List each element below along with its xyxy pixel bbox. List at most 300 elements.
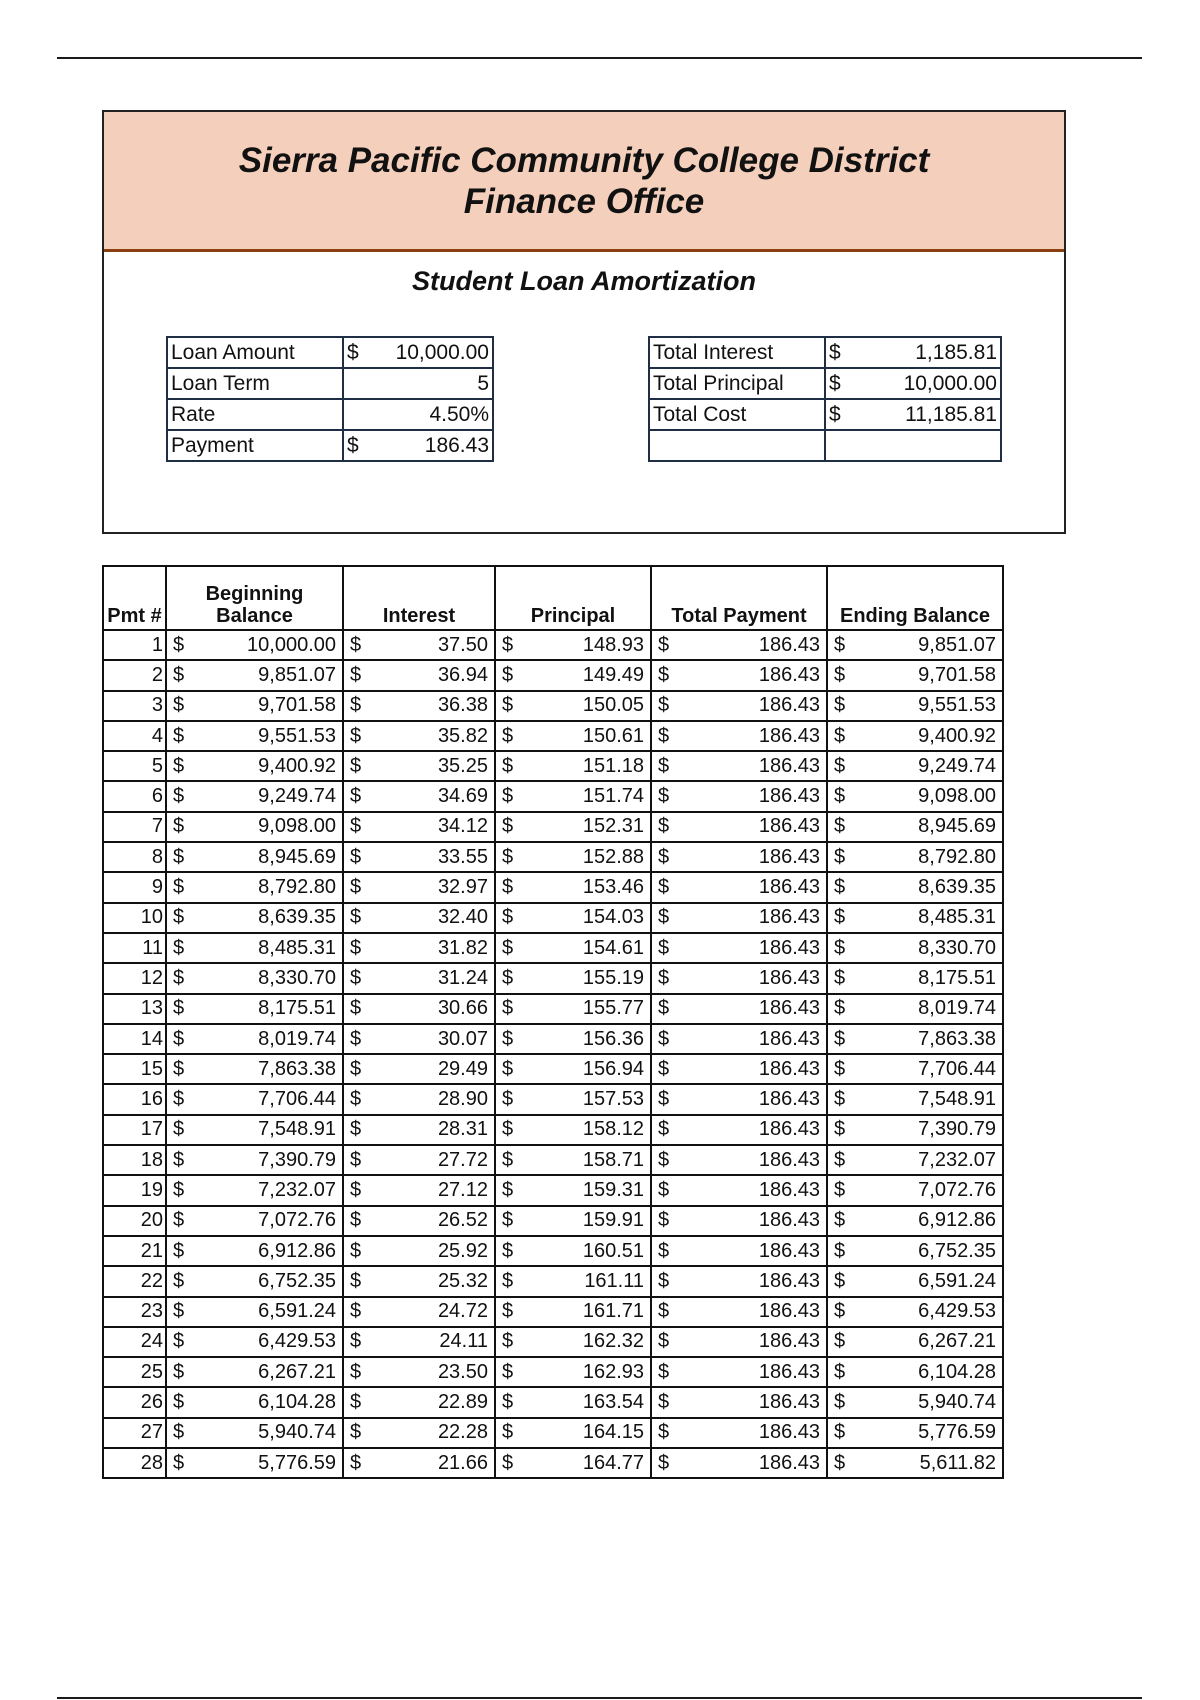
- beginning-balance-cell: [166, 751, 343, 781]
- currency-symbol: $: [173, 1391, 185, 1414]
- total-payment-value: 186.43: [758, 633, 820, 656]
- currency-symbol: $: [173, 724, 185, 747]
- currency-symbol: $: [173, 1118, 185, 1141]
- currency-symbol: $: [658, 1421, 670, 1444]
- beginning-balance-value: 6,429.53: [258, 1330, 336, 1353]
- ending-balance-value: 8,330.70: [918, 936, 996, 959]
- interest-value: 27.72: [437, 1148, 488, 1171]
- currency-symbol: $: [658, 1088, 670, 1111]
- beginning-balance-value: 7,548.91: [258, 1118, 336, 1141]
- principal-value: 150.05: [582, 694, 644, 717]
- pmt-number-cell: 25: [103, 1357, 166, 1387]
- currency-symbol: $: [834, 966, 846, 989]
- currency-symbol: $: [658, 936, 670, 959]
- total-payment-cell: [651, 903, 827, 933]
- currency-symbol: $: [658, 1330, 670, 1353]
- total-payment-cell: [651, 963, 827, 993]
- interest-value: 34.69: [437, 785, 488, 808]
- total-payment-cell: [651, 1175, 827, 1205]
- currency-symbol: $: [658, 966, 670, 989]
- total-payment-cell: [651, 660, 827, 690]
- loan-info-row: [167, 430, 493, 461]
- total-payment-value: 186.43: [758, 754, 820, 777]
- total-payment-cell: [651, 1206, 827, 1236]
- totals-value: 1,185.81: [915, 340, 997, 364]
- currency-symbol: $: [658, 1269, 670, 1292]
- interest-value: 25.32: [437, 1269, 488, 1292]
- interest-value: 28.90: [437, 1088, 488, 1111]
- ending-balance-value: 9,400.92: [918, 724, 996, 747]
- beginning-balance-cell: [166, 1145, 343, 1175]
- currency-symbol: $: [173, 1239, 185, 1262]
- total-payment-value: 186.43: [758, 1239, 820, 1262]
- table-row: [103, 751, 1003, 781]
- currency-symbol: $: [658, 1209, 670, 1232]
- currency-symbol: $: [350, 1118, 362, 1141]
- currency-symbol: $: [834, 724, 846, 747]
- beginning-balance-value: 7,863.38: [258, 1057, 336, 1080]
- currency-symbol: $: [502, 1391, 514, 1414]
- currency-symbol: $: [658, 663, 670, 686]
- totals-value: 11,185.81: [905, 402, 997, 426]
- table-row: [103, 872, 1003, 902]
- beginning-balance-cell: [166, 1387, 343, 1417]
- currency-symbol: $: [350, 1088, 362, 1111]
- currency-symbol: $: [173, 1269, 185, 1292]
- ending-balance-cell: [827, 1297, 1003, 1327]
- interest-cell: [343, 963, 495, 993]
- principal-value: 151.74: [582, 785, 644, 808]
- totals-label: Total Cost: [649, 399, 825, 430]
- beginning-balance-value: 6,912.86: [258, 1239, 336, 1262]
- beginning-balance-cell: [166, 1024, 343, 1054]
- currency-symbol: $: [834, 997, 846, 1020]
- principal-cell: [495, 721, 651, 751]
- beginning-balance-value: 7,232.07: [258, 1178, 336, 1201]
- beginning-balance-cell: [166, 994, 343, 1024]
- ending-balance-cell: [827, 963, 1003, 993]
- ending-balance-value: 9,551.53: [918, 694, 996, 717]
- principal-cell: [495, 1175, 651, 1205]
- interest-cell: [343, 933, 495, 963]
- currency-symbol: $: [173, 1300, 185, 1323]
- currency-symbol: $: [173, 694, 185, 717]
- ending-balance-cell: [827, 721, 1003, 751]
- col-header-interest: Interest: [343, 566, 495, 630]
- principal-cell: [495, 872, 651, 902]
- pmt-number-cell: 1: [103, 630, 166, 660]
- currency-symbol: $: [658, 1239, 670, 1262]
- currency-symbol: $: [834, 1391, 846, 1414]
- ending-balance-value: 8,945.69: [918, 815, 996, 838]
- beginning-balance-value: 5,940.74: [258, 1421, 336, 1444]
- pmt-number-cell: 26: [103, 1387, 166, 1417]
- table-row: [103, 1236, 1003, 1266]
- ending-balance-value: 6,104.28: [918, 1360, 996, 1383]
- total-payment-value: 186.43: [758, 966, 820, 989]
- currency-symbol: $: [350, 1360, 362, 1383]
- interest-cell: [343, 812, 495, 842]
- currency-symbol: $: [350, 1391, 362, 1414]
- total-payment-cell: [651, 933, 827, 963]
- beginning-balance-value: 8,019.74: [258, 1027, 336, 1050]
- beginning-balance-cell: [166, 1054, 343, 1084]
- loan-info-value: 10,000.00: [395, 340, 489, 364]
- currency-symbol: $: [350, 1027, 362, 1050]
- total-payment-value: 186.43: [758, 997, 820, 1020]
- currency-symbol: $: [834, 1178, 846, 1201]
- total-payment-value: 186.43: [758, 876, 820, 899]
- currency-symbol: $: [173, 936, 185, 959]
- interest-cell: [343, 1327, 495, 1357]
- currency-symbol: $: [350, 845, 362, 868]
- ending-balance-value: 8,639.35: [918, 876, 996, 899]
- currency-symbol: $: [502, 1300, 514, 1323]
- ending-balance-cell: [827, 1024, 1003, 1054]
- header-box: [102, 110, 1066, 534]
- ending-balance-value: 8,485.31: [918, 906, 996, 929]
- ending-balance-value: 5,611.82: [919, 1451, 996, 1474]
- beginning-balance-value: 6,104.28: [258, 1391, 336, 1414]
- interest-cell: [343, 751, 495, 781]
- pmt-number-cell: 7: [103, 812, 166, 842]
- total-payment-cell: [651, 630, 827, 660]
- currency-symbol: $: [658, 906, 670, 929]
- currency-symbol: $: [834, 694, 846, 717]
- pmt-number-cell: 23: [103, 1297, 166, 1327]
- currency-symbol: $: [173, 754, 185, 777]
- beginning-balance-value: 8,175.51: [258, 997, 336, 1020]
- currency-symbol: $: [502, 906, 514, 929]
- beginning-balance-value: 8,945.69: [258, 845, 336, 868]
- currency-symbol: $: [173, 966, 185, 989]
- table-row: [103, 1327, 1003, 1357]
- interest-cell: [343, 842, 495, 872]
- ending-balance-value: 9,851.07: [918, 633, 996, 656]
- currency-symbol: $: [350, 724, 362, 747]
- ending-balance-cell: [827, 691, 1003, 721]
- principal-value: 154.61: [582, 936, 644, 959]
- principal-value: 160.51: [582, 1239, 644, 1262]
- principal-value: 161.11: [584, 1269, 644, 1292]
- header-row: [103, 566, 1003, 630]
- interest-value: 22.28: [437, 1421, 488, 1444]
- principal-value: 158.71: [582, 1148, 644, 1171]
- beginning-balance-cell: [166, 872, 343, 902]
- total-payment-value: 186.43: [758, 906, 820, 929]
- interest-cell: [343, 994, 495, 1024]
- principal-cell: [495, 1084, 651, 1114]
- pmt-number-cell: 19: [103, 1175, 166, 1205]
- ending-balance-cell: [827, 1115, 1003, 1145]
- totals-value-cell: [825, 399, 1001, 430]
- loan-info-value: 5: [477, 371, 489, 395]
- beginning-balance-cell: [166, 721, 343, 751]
- total-payment-value: 186.43: [758, 1178, 820, 1201]
- currency-symbol: $: [834, 1239, 846, 1262]
- interest-cell: [343, 1387, 495, 1417]
- table-row: [103, 660, 1003, 690]
- principal-cell: [495, 630, 651, 660]
- currency-symbol: $: [350, 1148, 362, 1171]
- currency-symbol: $: [350, 876, 362, 899]
- beginning-balance-cell: [166, 691, 343, 721]
- currency-symbol: $: [173, 1421, 185, 1444]
- table-row: [103, 933, 1003, 963]
- table-row: [103, 781, 1003, 811]
- loan-info-value-cell: [343, 337, 493, 368]
- beginning-balance-cell: [166, 1115, 343, 1145]
- currency-symbol: $: [173, 1148, 185, 1171]
- interest-value: 23.50: [437, 1360, 488, 1383]
- beginning-balance-value: 5,776.59: [258, 1451, 336, 1474]
- currency-symbol: $: [502, 785, 514, 808]
- interest-value: 32.40: [437, 906, 488, 929]
- currency-symbol: $: [502, 724, 514, 747]
- principal-value: 155.77: [582, 997, 644, 1020]
- title-line-2: Finance Office: [463, 181, 705, 221]
- interest-cell: [343, 660, 495, 690]
- pmt-number-cell: 12: [103, 963, 166, 993]
- total-payment-value: 186.43: [758, 1451, 820, 1474]
- pmt-number-cell: 21: [103, 1236, 166, 1266]
- principal-value: 162.32: [582, 1330, 644, 1353]
- total-payment-cell: [651, 1357, 827, 1387]
- currency-symbol: $: [658, 1360, 670, 1383]
- table-row: [103, 721, 1003, 751]
- interest-value: 36.94: [437, 663, 488, 686]
- principal-cell: [495, 812, 651, 842]
- table-row: [103, 842, 1003, 872]
- interest-value: 31.24: [437, 966, 488, 989]
- table-row: [103, 1266, 1003, 1296]
- currency-symbol: $: [173, 906, 185, 929]
- total-payment-cell: [651, 1266, 827, 1296]
- ending-balance-cell: [827, 1266, 1003, 1296]
- interest-value: 24.72: [437, 1300, 488, 1323]
- loan-info-row: [167, 399, 493, 430]
- currency-symbol: $: [350, 1057, 362, 1080]
- currency-symbol: $: [829, 402, 841, 426]
- interest-value: 27.12: [437, 1178, 488, 1201]
- beginning-balance-value: 8,485.31: [258, 936, 336, 959]
- loan-info-value: 4.50%: [429, 402, 489, 426]
- total-payment-cell: [651, 872, 827, 902]
- ending-balance-cell: [827, 872, 1003, 902]
- ending-balance-value: 5,776.59: [918, 1421, 996, 1444]
- total-payment-cell: [651, 1024, 827, 1054]
- ending-balance-cell: [827, 1236, 1003, 1266]
- title-line-1: Sierra Pacific Community College District: [238, 140, 930, 180]
- currency-symbol: $: [502, 1178, 514, 1201]
- ending-balance-value: 8,019.74: [918, 997, 996, 1020]
- currency-symbol: $: [350, 936, 362, 959]
- principal-value: 158.12: [582, 1118, 644, 1141]
- total-payment-value: 186.43: [758, 936, 820, 959]
- currency-symbol: $: [350, 694, 362, 717]
- currency-symbol: $: [173, 845, 185, 868]
- ending-balance-cell: [827, 660, 1003, 690]
- interest-value: 37.50: [437, 633, 488, 656]
- totals-value-cell: [825, 430, 1001, 461]
- currency-symbol: $: [834, 1360, 846, 1383]
- interest-cell: [343, 691, 495, 721]
- beginning-balance-cell: [166, 1175, 343, 1205]
- pmt-number-cell: 11: [103, 933, 166, 963]
- table-row: [103, 903, 1003, 933]
- interest-cell: [343, 1297, 495, 1327]
- beginning-balance-value: 9,098.00: [258, 815, 336, 838]
- total-payment-value: 186.43: [758, 1118, 820, 1141]
- currency-symbol: $: [502, 1330, 514, 1353]
- currency-symbol: $: [502, 936, 514, 959]
- currency-symbol: $: [658, 997, 670, 1020]
- currency-symbol: $: [834, 845, 846, 868]
- table-row: [103, 1387, 1003, 1417]
- ending-balance-cell: [827, 781, 1003, 811]
- interest-cell: [343, 1266, 495, 1296]
- pmt-number-cell: 3: [103, 691, 166, 721]
- interest-cell: [343, 1024, 495, 1054]
- currency-symbol: $: [502, 1421, 514, 1444]
- currency-symbol: $: [173, 785, 185, 808]
- total-payment-value: 186.43: [758, 694, 820, 717]
- ending-balance-cell: [827, 1145, 1003, 1175]
- loan-info-label: Loan Amount: [167, 337, 343, 368]
- table-row: [103, 691, 1003, 721]
- currency-symbol: $: [502, 966, 514, 989]
- totals-value: 10,000.00: [903, 371, 997, 395]
- ending-balance-value: 5,940.74: [918, 1391, 996, 1414]
- interest-value: 31.82: [437, 936, 488, 959]
- total-payment-cell: [651, 1297, 827, 1327]
- total-payment-cell: [651, 994, 827, 1024]
- totals-label: [649, 430, 825, 461]
- ending-balance-value: 7,232.07: [918, 1148, 996, 1171]
- currency-symbol: $: [834, 785, 846, 808]
- beginning-balance-value: 8,792.80: [258, 876, 336, 899]
- ending-balance-cell: [827, 842, 1003, 872]
- totals-label: Total Principal: [649, 368, 825, 399]
- interest-value: 24.11: [439, 1330, 488, 1353]
- currency-symbol: $: [658, 1178, 670, 1201]
- currency-symbol: $: [834, 1118, 846, 1141]
- currency-symbol: $: [173, 1178, 185, 1201]
- pmt-number-cell: 10: [103, 903, 166, 933]
- interest-cell: [343, 1448, 495, 1478]
- table-row: [103, 1024, 1003, 1054]
- currency-symbol: $: [350, 815, 362, 838]
- principal-cell: [495, 1387, 651, 1417]
- currency-symbol: $: [834, 1209, 846, 1232]
- beginning-balance-value: 6,752.35: [258, 1269, 336, 1292]
- pmt-number-cell: 27: [103, 1418, 166, 1448]
- currency-symbol: $: [658, 1451, 670, 1474]
- beginning-balance-cell: [166, 630, 343, 660]
- currency-symbol: $: [350, 1421, 362, 1444]
- interest-value: 22.89: [437, 1391, 488, 1414]
- interest-value: 32.97: [437, 876, 488, 899]
- total-payment-value: 186.43: [758, 1027, 820, 1050]
- principal-cell: [495, 1448, 651, 1478]
- currency-symbol: $: [173, 663, 185, 686]
- currency-symbol: $: [350, 906, 362, 929]
- beginning-balance-cell: [166, 1084, 343, 1114]
- table-row: [103, 1357, 1003, 1387]
- total-payment-cell: [651, 721, 827, 751]
- currency-symbol: $: [829, 340, 841, 364]
- loan-info-value-cell: [343, 368, 493, 399]
- total-payment-value: 186.43: [758, 1057, 820, 1080]
- total-payment-value: 186.43: [758, 1330, 820, 1353]
- beginning-balance-value: 7,390.79: [258, 1148, 336, 1171]
- amortization-table: [102, 565, 1004, 1479]
- total-payment-cell: [651, 1418, 827, 1448]
- total-payment-value: 186.43: [758, 724, 820, 747]
- currency-symbol: $: [834, 936, 846, 959]
- loan-info-row: [167, 368, 493, 399]
- principal-value: 149.49: [582, 663, 644, 686]
- col-header-principal: Principal: [495, 566, 651, 630]
- interest-value: 29.49: [437, 1057, 488, 1080]
- interest-cell: [343, 903, 495, 933]
- principal-value: 156.94: [582, 1057, 644, 1080]
- interest-value: 30.66: [437, 997, 488, 1020]
- table-row: [103, 963, 1003, 993]
- currency-symbol: $: [173, 1088, 185, 1111]
- currency-symbol: $: [502, 1027, 514, 1050]
- interest-cell: [343, 1206, 495, 1236]
- loan-info-label: Loan Term: [167, 368, 343, 399]
- currency-symbol: $: [173, 1057, 185, 1080]
- principal-value: 164.77: [582, 1451, 644, 1474]
- beginning-balance-value: 7,706.44: [258, 1088, 336, 1111]
- beginning-balance-cell: [166, 903, 343, 933]
- total-payment-value: 186.43: [758, 1209, 820, 1232]
- currency-symbol: $: [658, 754, 670, 777]
- currency-symbol: $: [658, 1118, 670, 1141]
- ending-balance-value: 9,701.58: [918, 663, 996, 686]
- ending-balance-value: 9,098.00: [918, 785, 996, 808]
- currency-symbol: $: [502, 1088, 514, 1111]
- principal-value: 161.71: [582, 1300, 644, 1323]
- interest-cell: [343, 1115, 495, 1145]
- currency-symbol: $: [658, 1057, 670, 1080]
- interest-cell: [343, 1175, 495, 1205]
- col-header-pmt: Pmt #: [103, 566, 166, 630]
- pmt-number-cell: 4: [103, 721, 166, 751]
- table-row: [103, 1297, 1003, 1327]
- principal-value: 154.03: [582, 906, 644, 929]
- currency-symbol: $: [834, 663, 846, 686]
- beginning-balance-cell: [166, 933, 343, 963]
- currency-symbol: $: [834, 1148, 846, 1171]
- interest-cell: [343, 1145, 495, 1175]
- principal-cell: [495, 1327, 651, 1357]
- currency-symbol: $: [502, 694, 514, 717]
- totals-row: [649, 399, 1001, 430]
- ending-balance-value: 7,390.79: [918, 1118, 996, 1141]
- table-row: [103, 1448, 1003, 1478]
- ending-balance-cell: [827, 903, 1003, 933]
- ending-balance-value: 8,792.80: [918, 845, 996, 868]
- total-payment-value: 186.43: [758, 815, 820, 838]
- total-payment-cell: [651, 691, 827, 721]
- table-row: [103, 994, 1003, 1024]
- principal-cell: [495, 1145, 651, 1175]
- total-payment-value: 186.43: [758, 663, 820, 686]
- pmt-number-cell: 18: [103, 1145, 166, 1175]
